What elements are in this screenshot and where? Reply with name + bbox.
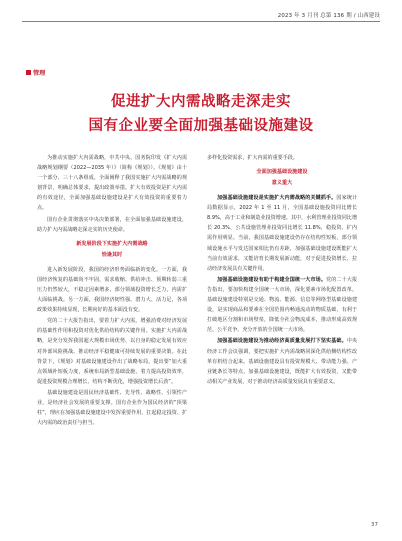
paragraph-body: 国家统计局数据显示，2022 年 1 至 11 月，全国基础设施投资同比增长 8.9%，高于工业和制造业投资增速。其中，水利管理业投资同比增长 20.3%，公共设施管理业投资同比增长 11.8%，稳投资、扩内需作用明显。当前，我国基础设施建设仍存在结构性短板，部分领域设施水平与发达国家相比仍有差距，加强基础设施建设既能扩大当前有效需求，又能培育长期发展新动能，对于促进投资增长、拉动经济发展具有关键作用。 bbox=[207, 195, 358, 272]
paragraph bbox=[207, 336, 357, 386]
section-label: 管理 bbox=[33, 70, 46, 77]
section-heading: 新发展阶段下实施扩大内需战略 bbox=[76, 240, 148, 247]
page-number: 37 bbox=[371, 522, 378, 528]
paragraph: 进入新发展阶段，我国的经济形势面临新的变化。一方面，我国经济恢复的基础尚不牢固，需求收缩、供给冲击、预期转弱三重压力仍然较大，不稳定因素增多，部分领域投资增长乏力，内需扩大面临挑战。另一方面，我国经济韧性强、潜力大、活力足，各项政策效果持续显现，长期向好的基本面没有变。 bbox=[37, 266, 187, 314]
section-heading-line2: 意义重大 bbox=[271, 180, 293, 187]
paragraph-lead: 加强基础设施建设有助于构建全国统一大市场。 bbox=[217, 276, 327, 283]
header-rule bbox=[22, 21, 380, 22]
article-subtitle: 国有企业要全面加强基础设施建设 bbox=[88, 118, 314, 134]
journal-header: 2023 年 3 月刊 总第 136 期 / 山西建设 bbox=[277, 13, 380, 19]
paragraph bbox=[207, 275, 357, 336]
left-column bbox=[37, 153, 187, 429]
paragraph-lead: 加强基础设施建设为推动经济高质量发展打下坚实基础。 bbox=[217, 338, 347, 345]
paragraph: 基础设施建设是国民经济基础性、先导性、战略性、引领性产业，是经济社会发展的重要支撑。国有企业作为国民经济的“顶梁柱”，理应在加强基础设施建设中发挥重要作用，扛起稳定投资、扩大内需的政治责任与担当。 bbox=[37, 389, 187, 427]
paragraph bbox=[207, 193, 357, 274]
paragraph: 国有企业贯彻落实中央决策部署，在全面加强基础设施建设，助力扩大内需战略走深走实的历史使命。 bbox=[37, 216, 187, 233]
section-heading: 全面加强基础设施建设 bbox=[256, 169, 308, 176]
paragraph: 党的二十大报告指出，要着力扩大内需，增强消费对经济发展的基础性作用和投资对优化供给结构的关键作用。实施扩大内需战略，是充分发挥我国超大规模市场优势、以自身的稳定发展有效应对外部风险挑战、推动经济平稳健康可持续发展的重要决策。在此背景下，《规划》对基础设施建设作出了战略布局，提出要“加大重点领域补短板力度，系统布局新型基础设施，着力提高投资效率，促进投资规模合理增长、结构不断优化，增强投资增长后劲”。 bbox=[37, 318, 187, 385]
section-heading-line2: 恰逢其时 bbox=[101, 251, 123, 258]
section-square-icon bbox=[26, 70, 31, 75]
paragraph-body: 党的二十大报告指出，要加快构建全国统一大市场，深化要素市场化配置改革。基础设施建设特别是交通、物流、能源、信息等网络型基础设施建设，是实现商品和要素在全国范围内畅通流动的物质基础，有利于打破地区分割和市场壁垒，降低全社会物流成本，推动形成高效规范、公平竞争、充分开放的全国统一大市场。 bbox=[207, 276, 358, 334]
article-title: 促进扩大内需战略走深走实 bbox=[111, 94, 291, 110]
paragraph: 多样化投资需求，扩大内需的重要手段。 bbox=[207, 155, 298, 161]
section-tag bbox=[26, 68, 45, 77]
right-column bbox=[207, 153, 357, 388]
paragraph-body: 中央经济工作会议强调，要把实施扩大内需战略同深化供给侧结构性改革有机结合起来。基础设施建设具有投资规模大、带动能力强、产业链条长等特点，加强基础设施建设，既能扩大有效投资，又能带动相关产业发展，对于推动经济高质量发展具有重要意义。 bbox=[207, 338, 357, 385]
paragraph: 为推动实施扩大内需战略，中共中央、国务院印发《扩大内需战略规划纲要（2022—2035 年）》（简称《规划》）。《规划》由十一个部分、三十八条组成，全面阐释了我国实施扩大内需战略的规划背景，明确总体要求，提出政策举措。扩大有效投资是扩大内需的有效途径，全面加强基础设施建设是扩大有效投资的重要着力点。 bbox=[37, 155, 187, 212]
paragraph-lead: 加强基础设施建设是实施扩大内需战略的关键抓手。 bbox=[217, 195, 337, 202]
